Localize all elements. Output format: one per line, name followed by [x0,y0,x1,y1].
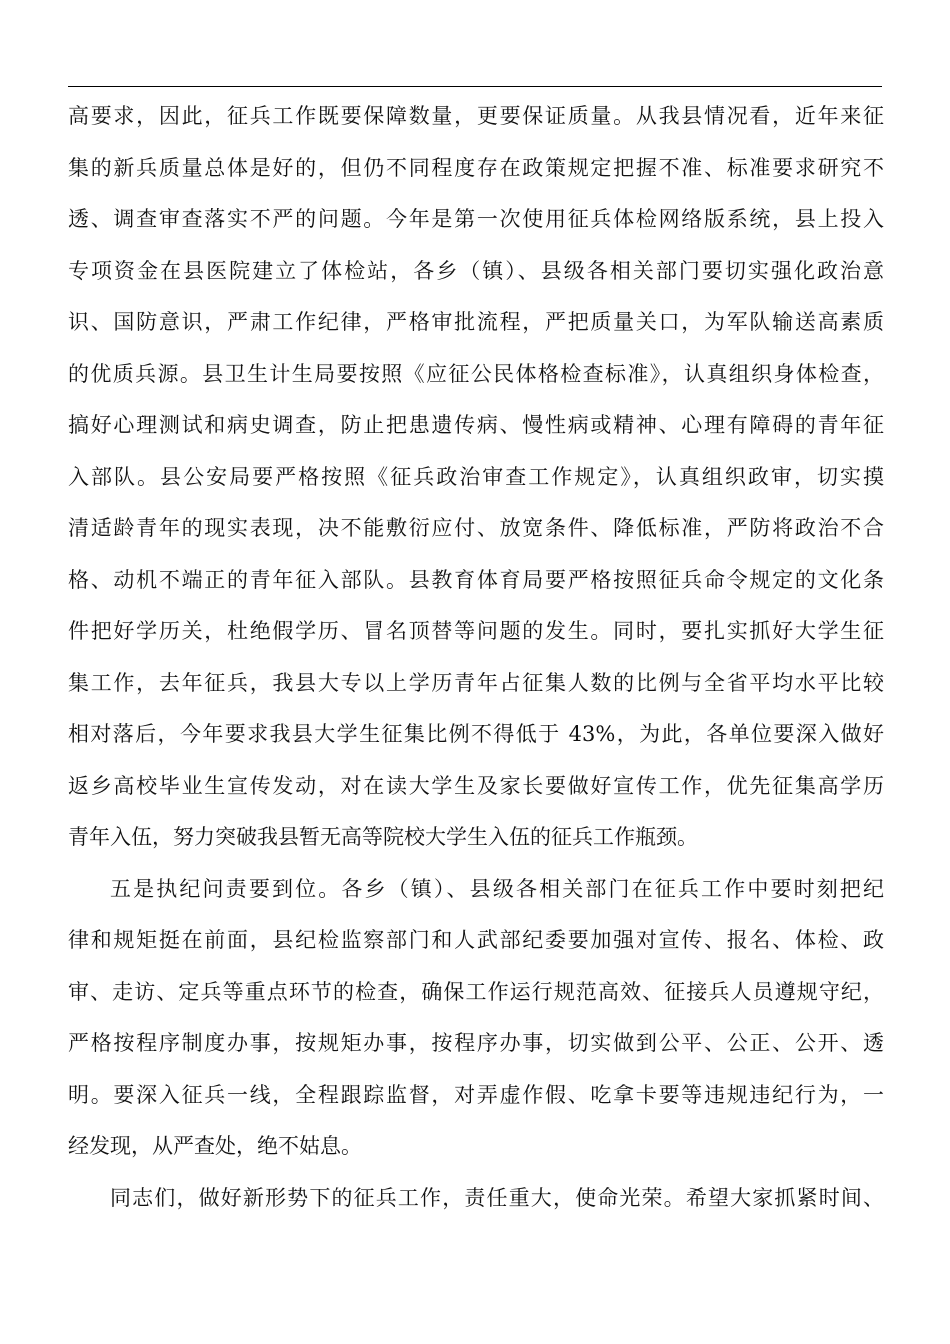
paragraph-line: 透、调查审查落实不严的问题。今年是第一次使用征兵体检网络版系统，县上投入 [68,207,884,231]
paragraph-line: 格、动机不端正的青年征入部队。县教育体育局要严格按照征兵命令规定的文化条 [68,567,884,592]
paragraph-line: 审、走访、定兵等重点环节的检查，确保工作运行规范高效、征接兵人员遵规守纪， [68,979,884,1004]
paragraph-line: 专项资金在县医院建立了体检站，各乡（镇）、县级各相关部门要切实强化政治意 [68,258,884,283]
paragraph-line: 清适龄青年的现实表现，决不能敷衍应付、放宽条件、降低标准，严防将政治不合 [68,516,884,540]
body-text [68,91,884,1224]
paragraph-line: 入部队。县公安局要严格按照《征兵政治审查工作规定》，认真组织政审，切实摸 [68,464,884,489]
paragraph-line: 严格按程序制度办事，按规矩办事，按程序办事，切实做到公平、公正、公开、透 [68,1031,884,1055]
paragraph-line: 集的新兵质量总体是好的，但仍不同程度存在政策规定把握不准、标准要求研究不 [68,155,884,180]
paragraph-line: 搞好心理测试和病史调查，防止把患遗传病、慢性病或精神、心理有障碍的青年征 [68,413,884,437]
header-rule [68,86,882,87]
paragraph-line: 经发现，从严查处，绝不姑息。 [68,1134,362,1158]
paragraph-line: 高要求，因此，征兵工作既要保障数量，更要保证质量。从我县情况看，近年来征 [68,104,884,128]
paragraph-line: 集工作，去年征兵，我县大专以上学历青年占征集人数的比例与全省平均水平比较 [68,670,884,695]
paragraph-line: 识、国防意识，严肃工作纪律，严格审批流程，严把质量关口，为军队输送高素质 [68,310,884,334]
paragraph-line: 五是执纪问责要到位。各乡（镇）、县级各相关部门在征兵工作中要时刻把纪 [110,876,884,901]
paragraph-line: 返乡高校毕业生宣传发动，对在读大学生及家长要做好宣传工作，优先征集高学历 [68,773,884,798]
paragraph-line: 律和规矩挺在前面，县纪检监察部门和人武部纪委要加强对宣传、报名、体检、政 [68,928,884,952]
paragraph-line: 明。要深入征兵一线，全程跟踪监督，对弄虚作假、吃拿卡要等违规违纪行为，一 [68,1082,884,1107]
paragraph-line: 件把好学历关，杜绝假学历、冒名顶替等问题的发生。同时，要扎实抓好大学生征 [68,619,884,643]
paragraph-line: 青年入伍，努力突破我县暂无高等院校大学生入伍的征兵工作瓶颈。 [68,825,698,849]
paragraph-line: 相对落后，今年要求我县大学生征集比例不得低于 43%，为此，各单位要深入做好 [68,722,884,746]
paragraph-line: 同志们，做好新形势下的征兵工作，责任重大，使命光荣。希望大家抓紧时间、 [110,1185,884,1210]
paragraph-line: 的优质兵源。县卫生计生局要按照《应征公民体格检查标准》，认真组织身体检查， [68,361,884,386]
